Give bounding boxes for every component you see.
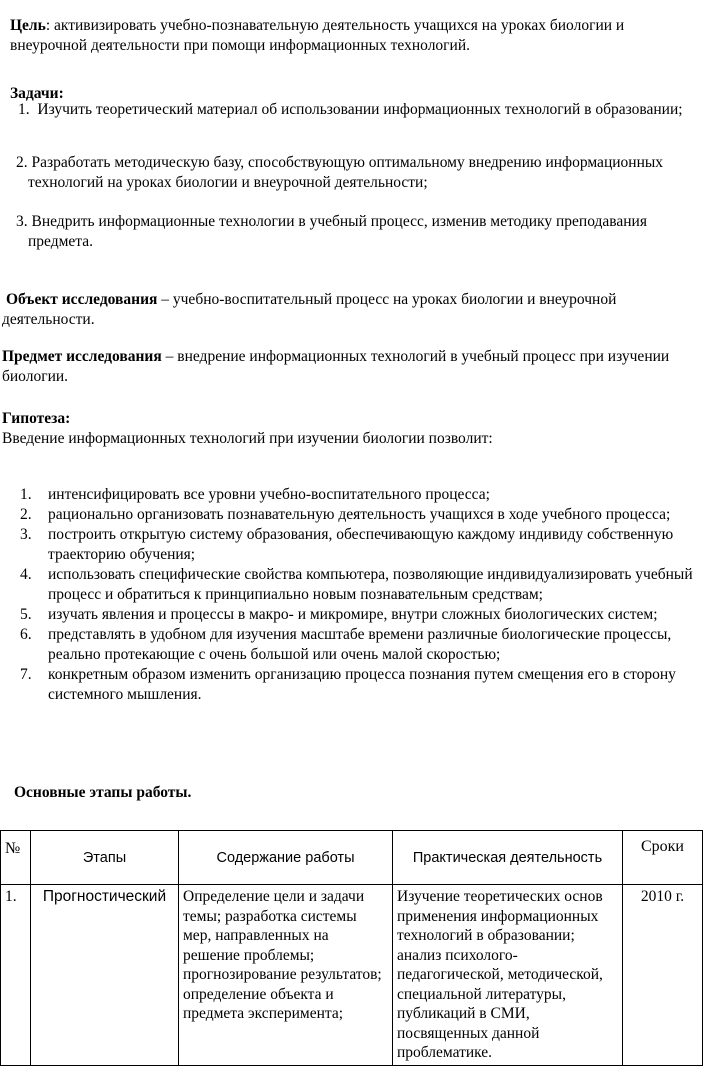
subject-text: – внедрение информационных технологий в учебный процесс при изучении биологии.	[2, 348, 670, 385]
task-num: 3.	[16, 213, 28, 230]
task-text: Разработать методическую базу, способствующую оптимальному внедрению информационных технологий на уроках биологии и внеурочной деятельности;	[28, 154, 664, 191]
list-item	[20, 565, 700, 605]
list-item-num: 4.	[20, 566, 32, 583]
stages-table	[0, 830, 703, 1066]
list-item-num: 5.	[20, 606, 32, 623]
object-text: – учебно-воспитательный процесс на уроках биологии и внеурочной деятельности.	[2, 291, 617, 328]
hypothesis-intro: Введение информационных технологий при изучении биологии позволит:	[2, 430, 493, 447]
research-object-paragraph	[2, 290, 692, 330]
list-item-num: 6.	[20, 626, 32, 643]
object-label: Объект исследования	[6, 291, 158, 308]
goal-text: : активизировать учебно-познавательную деятельность учащихся на уроках биологии и внеурочной деятельности при помощи информационных технологий.	[10, 17, 625, 54]
task-item-1	[10, 100, 690, 120]
list-item-num: 1.	[20, 486, 32, 503]
stages-title: Основные этапы работы.	[14, 784, 192, 801]
list-item-text: изучать явления и процессы в макро- и микромире, внутри сложных биологических систем;	[48, 606, 658, 623]
list-item-num: 2.	[20, 506, 32, 523]
cell-num: 1.	[1, 885, 31, 1066]
list-item	[20, 525, 700, 565]
list-item-text: рационально организовать познавательную деятельность учащихся в ходе учебного процесса;	[48, 506, 671, 523]
list-item-text: использовать специфические свойства компьютера, позволяющие индивидуализировать учебный процесс и обратиться к принципиально новым познавательным средствам;	[48, 566, 693, 603]
task-text: Изучить теоретический материал об использовании информационных технологий в образовании;	[37, 101, 683, 118]
subject-label: Предмет исследования	[2, 348, 162, 365]
task-num: 1.	[18, 101, 30, 118]
list-item	[20, 665, 700, 705]
list-item	[20, 505, 700, 525]
header-term: Сроки	[623, 831, 703, 885]
goal-paragraph	[10, 16, 694, 56]
task-text: Внедрить информационные технологии в учебный процесс, изменив методику преподавания предмета.	[28, 213, 647, 250]
tasks-title: Задачи:	[10, 85, 64, 102]
task-num: 2.	[16, 154, 28, 171]
header-content: Содержание работы	[179, 831, 393, 885]
cell-content: Определение цели и задачи темы; разработка системы мер, направленных на решение проблемы; прогнозирование результатов; определение объекта и предмета эксперимента;	[179, 885, 393, 1066]
header-num: №	[1, 831, 31, 885]
cell-practice: Изучение теоретических основ применения информационных технологий в образовании; анализ психолого-педагогической, методической, специальной литературы, публикаций в СМИ, посвященных данной проблематике.	[393, 885, 623, 1066]
cell-stage: Прогностический	[31, 885, 179, 1066]
task-item-3	[16, 212, 704, 252]
header-practice: Практическая деятельность	[393, 831, 623, 885]
table-header-row	[1, 831, 703, 885]
list-item-text: конкретным образом изменить организацию процесса познания путем смещения его в сторону системного мышления.	[48, 666, 676, 703]
list-item-num: 7.	[20, 666, 32, 683]
research-subject-paragraph	[2, 347, 692, 387]
list-item-num: 3.	[20, 526, 32, 543]
list-item-text: интенсифицировать все уровни учебно-воспитательного процесса;	[48, 486, 490, 503]
header-stage: Этапы	[31, 831, 179, 885]
task-item-2	[16, 153, 698, 193]
list-item	[20, 605, 700, 625]
list-item	[20, 625, 700, 665]
goal-label: Цель	[10, 17, 46, 34]
list-item-text: представлять в удобном для изучения масштабе времени различные биологические процессы, реально протекающие с очень большой или очень малой скоростью;	[48, 626, 672, 663]
hypothesis-list	[20, 485, 700, 705]
list-item	[20, 485, 700, 505]
list-item-text: построить открытую систему образования, обеспечивающую каждому индивиду собственную траекторию обучения;	[48, 526, 674, 563]
table-row	[1, 885, 703, 1066]
cell-term: 2010 г.	[623, 885, 703, 1066]
hypothesis-title: Гипотеза:	[2, 410, 71, 427]
